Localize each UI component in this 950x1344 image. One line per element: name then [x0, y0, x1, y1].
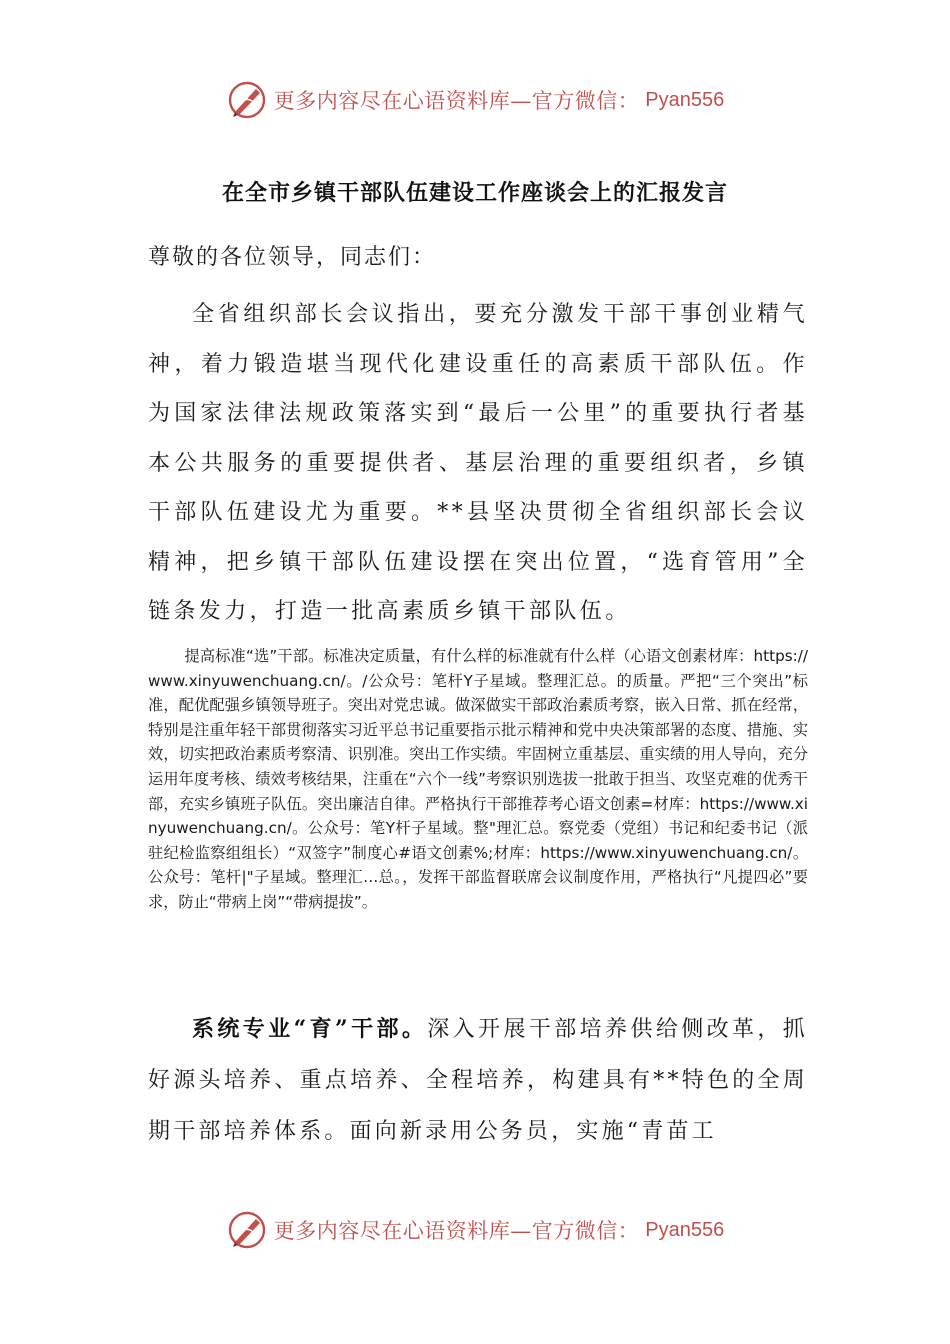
banner-text: 更多内容尽在心语资料库—官方微信： — [273, 1219, 640, 1243]
section2-heading: 系统专业“育”干部。 — [192, 1016, 428, 1042]
pen-logo-icon — [226, 79, 268, 121]
watermark-banner-top — [0, 78, 950, 122]
intro-paragraph: 全省组织部长会议指出，要充分激发干部干事创业精气神，着力锻造堪当现代化建设重任的高素质干部队伍。作为国家法律法规政策落实到“最后一公里”的重要执行者基本公共服务的重要提供者、基层治理的重要组织者，乡镇干部队伍建设尤为重要。**县坚决贯彻全省组织部长会议精神，把乡镇干部队伍建设摆在突出位置，“选育管用”全链条发力，打造一批高素质乡镇干部队伍。 — [148, 302, 808, 624]
banner-wechat-id: Pyan556 — [645, 1218, 725, 1241]
pen-logo-icon — [226, 1209, 268, 1251]
salutation: 尊敬的各位领导，同志们： — [148, 245, 437, 270]
document-title: 在全市乡镇干部队伍建设工作座谈会上的汇报发言 — [221, 181, 728, 206]
banner-wechat-id: Pyan556 — [645, 88, 725, 111]
watermark-banner-bottom — [0, 1208, 950, 1252]
small-print-paragraph: 提高标准“选”干部。标准决定质量，有什么样的标准就有什么样（心语文创素材库：https://www.xinyuwenchuang.cn/。/公众号：笔杆Y子星域。整理汇总。的质量。严把“三个突出”标准，配优配强乡镇领导班子。突出对党忠诚。做深做实干部政治素质考察，嵌入日常、抓在经常，特别是注重年轻干部贯彻落实习近平总书记重要指示批示精神和党中央决策部署的态度、措施、实效，切实把政治素质考察清、识别准。突出工作实绩。牢固树立重基层、重实绩的用人导向，充分运用年度考核、绩效考核结果，注重在“六个一线”考察识别选拔一批敢于担当、攻坚克难的优秀干部，充实乡镇班子队伍。突出廉洁自律。严格执行干部推荐考心语文创素=材库：https://www.xinyuwenchuang.cn/。公众号：笔Y杆子星域。整"理汇总。察党委（党组）书记和纪委书记（派驻纪检监察组组长）“双签字”制度心#语文创素%;材库：https://www.xinyuwenchuang.cn/。公众号：笔杆|"子星域。整理汇…总。，发挥干部监督联席会议制度作用，严格执行“凡提四必”要求，防止“带病上岗”“带病提拔”。 — [148, 647, 808, 911]
banner-text: 更多内容尽在心语资料库—官方微信： — [273, 89, 640, 113]
section2-paragraph — [148, 1004, 808, 1157]
section2-body: 深入开展干部培养供给侧改革，抓好源头培养、重点培养、全程培养，构建具有**特色的全周期干部培养体系。面向新录用公务员，实施“青苗工 — [148, 1017, 808, 1144]
